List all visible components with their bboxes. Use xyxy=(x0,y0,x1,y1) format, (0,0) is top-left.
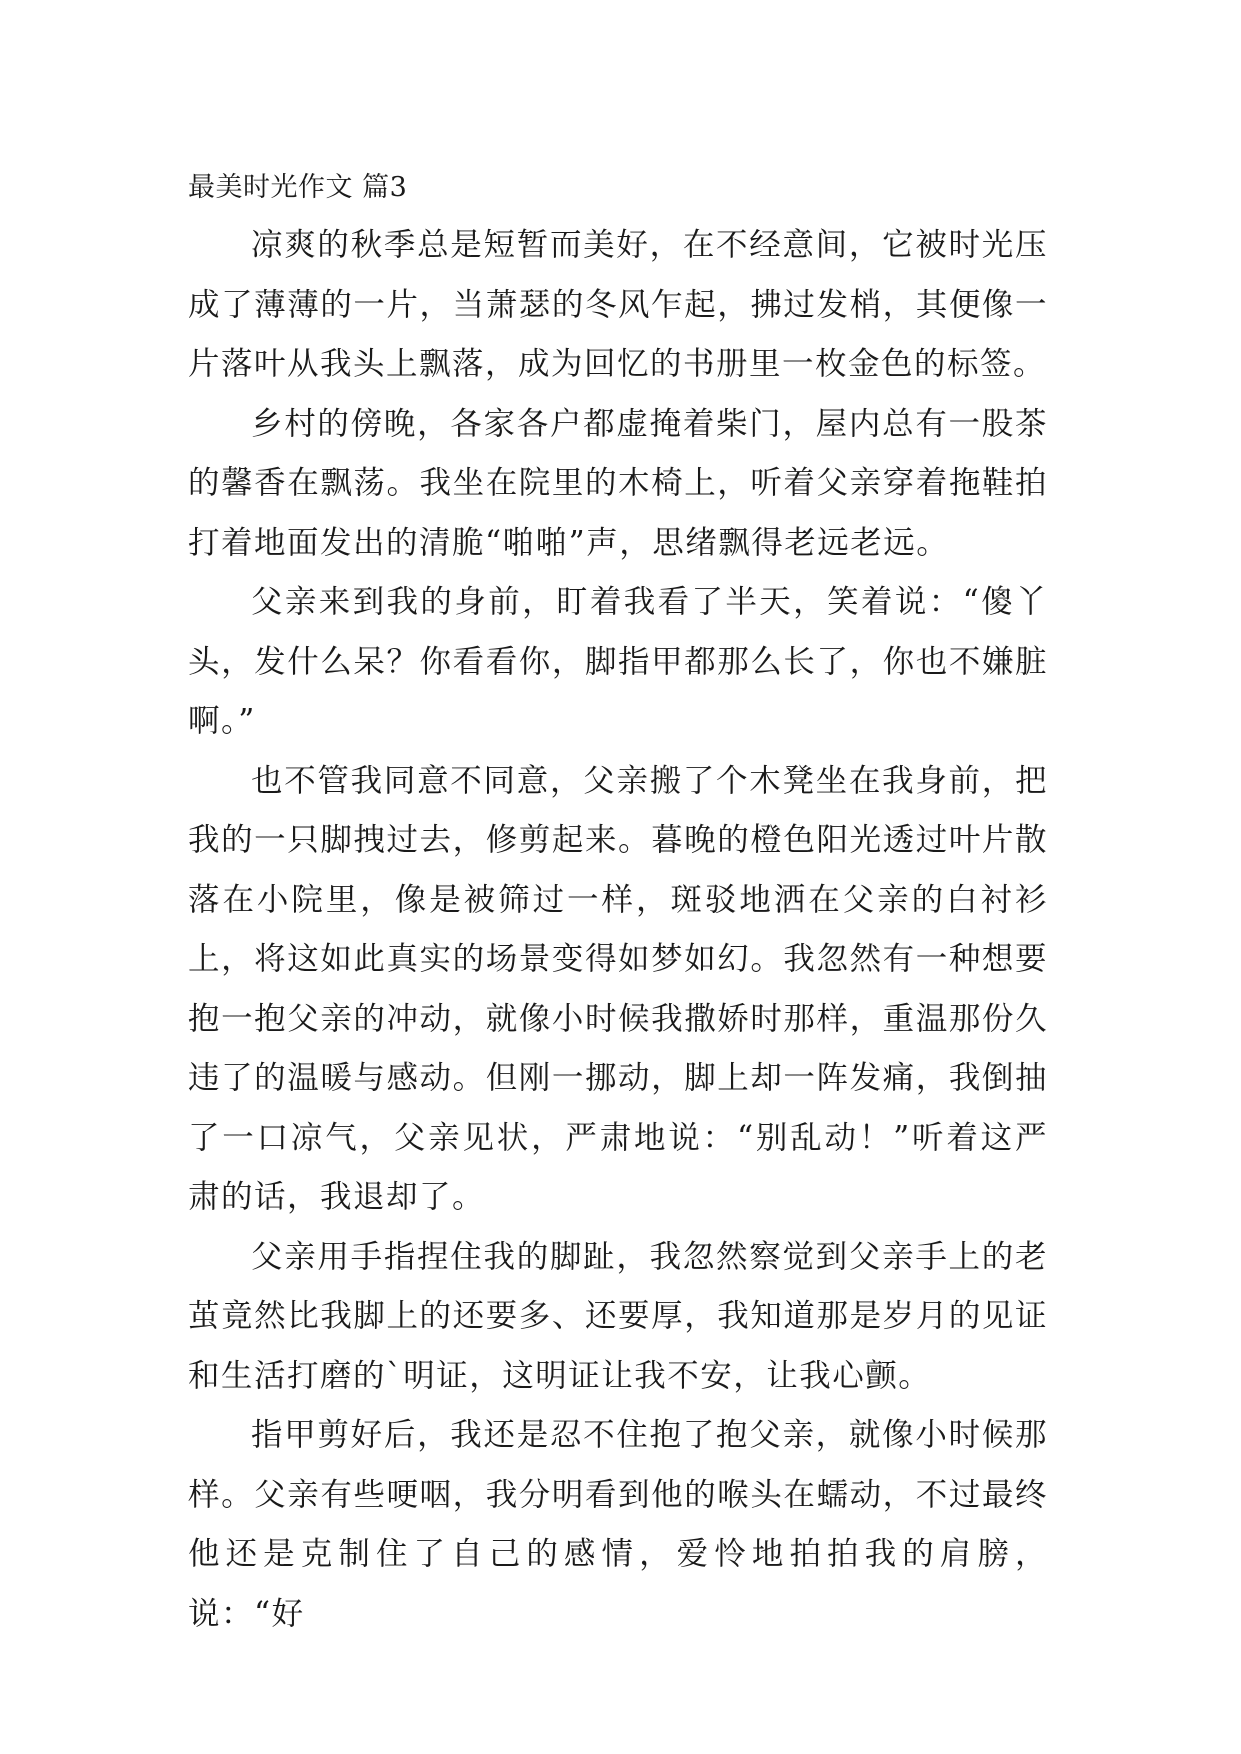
document-title: 最美时光作文 篇3 xyxy=(188,172,408,203)
paragraph: 凉爽的秋季总是短暂而美好，在不经意间，它被时光压成了薄薄的一片，当萧瑟的冬风乍起，拂过发梢，其便像一片落叶从我头上飘落，成为回忆的书册里一枚金色的标签。 xyxy=(188,227,1048,382)
paragraph: 指甲剪好后，我还是忍不住抱了抱父亲，就像小时候那样。父亲有些哽咽，我分明看到他的喉头在蠕动，不过最终他还是克制住了自己的感情，爱怜地拍拍我的肩膀，说：“好 xyxy=(188,1417,1048,1632)
document-body xyxy=(188,160,1048,1644)
paragraph: 父亲用手指捏住我的脚趾，我忽然察觉到父亲手上的老茧竟然比我脚上的还要多、还要厚，我知道那是岁月的见证和生活打磨的`明证，这明证让我不安，让我心颤。 xyxy=(188,1238,1048,1394)
paragraph: 也不管我同意不同意，父亲搬了个木凳坐在我身前，把我的一只脚拽过去，修剪起来。暮晚的橙色阳光透过叶片散落在小院里，像是被筛过一样，斑驳地洒在父亲的白衬衫上，将这如此真实的场景变得如梦如幻。我忽然有一种想要抱一抱父亲的冲动，就像小时候我撒娇时那样，重温那份久违了的温暖与感动。但刚一挪动，脚上却一阵发痛，我倒抽了一口凉气，父亲见状，严肃地说：“别乱动！”听着这严肃的话，我退却了。 xyxy=(188,762,1048,1215)
paragraph: 乡村的傍晚，各家各户都虚掩着柴门，屋内总有一股茶的馨香在飘荡。我坐在院里的木椅上，听着父亲穿着拖鞋拍打着地面发出的清脆“啪啪”声，思绪飘得老远老远。 xyxy=(188,405,1048,561)
paragraph: 父亲来到我的身前，盯着我看了半天，笑着说：“傻丫头，发什么呆？你看看你，脚指甲都那么长了，你也不嫌脏啊。” xyxy=(188,584,1048,739)
